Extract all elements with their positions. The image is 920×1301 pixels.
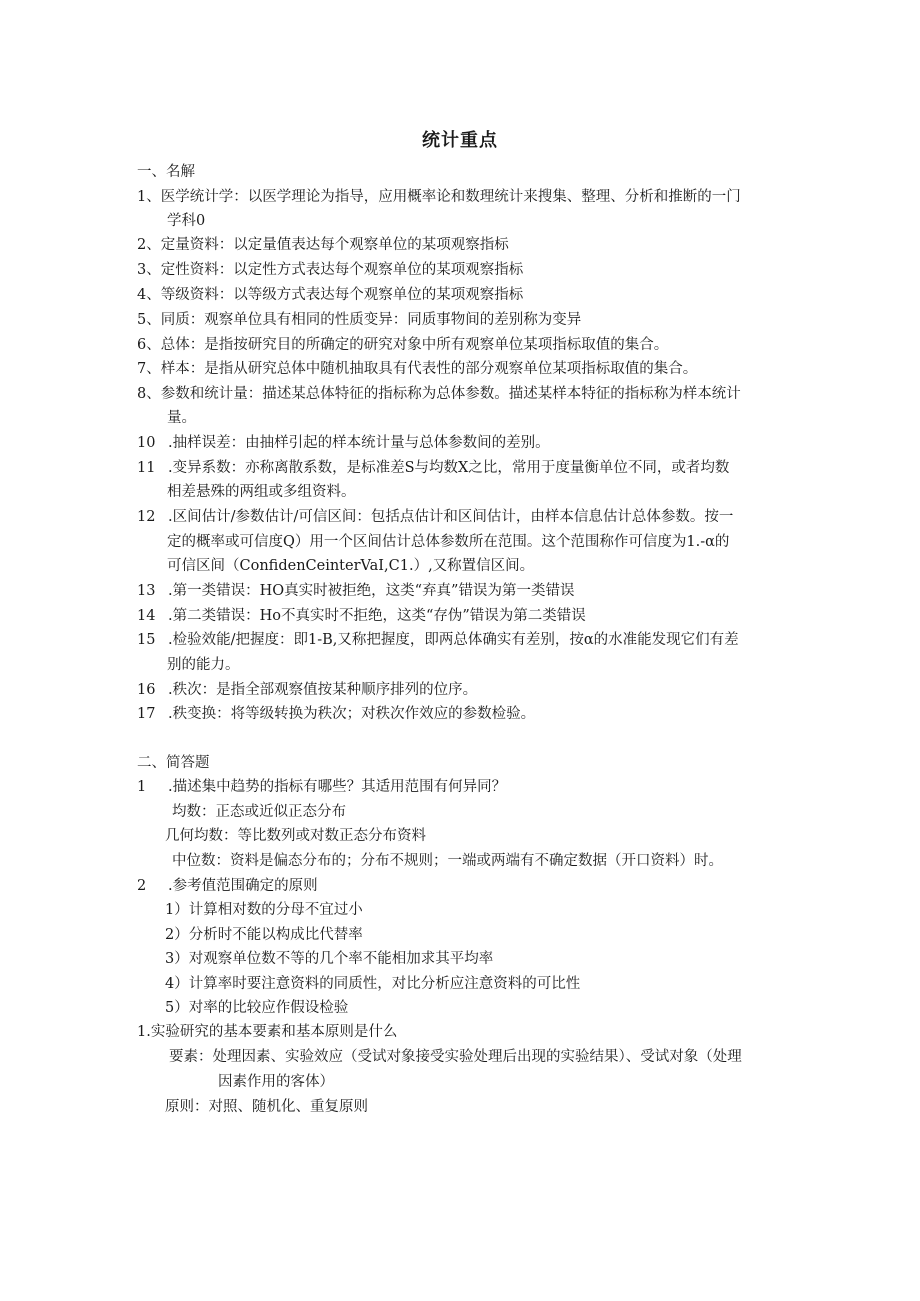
item-number: 13 xyxy=(137,583,156,599)
definition-item-2 xyxy=(137,235,509,255)
definition-item-3 xyxy=(137,260,523,280)
definition-item-4 xyxy=(137,285,523,305)
definition-item-14 xyxy=(137,606,586,626)
answer-line: 2）分析时不能以构成比代替率 xyxy=(165,927,363,943)
question-2 xyxy=(137,876,318,896)
question-number: 2 xyxy=(137,878,147,894)
item-number: 15 xyxy=(137,632,156,648)
answer-line: 中位数：资料是偏态分布的；分布不规则；一端或两端有不确定数据（开口资料）时。 xyxy=(172,853,723,869)
question-text: .描述集中趋势的指标有哪些？其适用范围有何异同？ xyxy=(168,779,507,795)
item-text: .秩变换：将等级转换为秩次；对秩次作效应的参数检验。 xyxy=(168,706,536,722)
item-text: .第一类错误：HO真实时被拒绝，这类“弃真”错误为第一类错误 xyxy=(168,583,575,599)
page-title: 统计重点 xyxy=(422,130,498,151)
definition-item-11-cont: 相差悬殊的两组或多组资料。 xyxy=(167,484,356,500)
item-number: 12 xyxy=(137,509,156,525)
item-text: 医学统计学：以医学理论为指导，应用概率论和数理统计来搜集、整理、分析和推断的一门 xyxy=(160,189,741,205)
item-text: 总体：是指按研究目的所确定的研究对象中所有观察单位某项指标取值的集合。 xyxy=(160,337,669,353)
definition-item-6 xyxy=(137,335,668,355)
section-heading-definitions: 一、名解 xyxy=(137,164,195,180)
section-heading-short-answers: 二、简答题 xyxy=(137,755,210,771)
definition-item-16 xyxy=(137,680,477,700)
answer-line: 原则：对照、随机化、重复原则 xyxy=(165,1099,368,1115)
definition-item-8-cont: 量。 xyxy=(167,410,196,426)
definition-item-15-cont: 别的能力。 xyxy=(167,657,240,673)
item-number: 16 xyxy=(137,682,156,698)
item-text: 样本：是指从研究总体中随机抽取具有代表性的部分观察单位某项指标取值的集合。 xyxy=(160,361,698,377)
item-text: 定量资料：以定量值表达每个观察单位的某项观察指标 xyxy=(160,237,509,253)
item-number: 17 xyxy=(137,706,156,722)
item-text: .秩次：是指全部观察值按某种顺序排列的位序。 xyxy=(168,682,478,698)
definition-item-12 xyxy=(137,507,733,527)
answer-line: 均数：正态或近似正态分布 xyxy=(172,804,346,820)
item-number: 11 xyxy=(137,460,156,476)
definition-item-8 xyxy=(137,384,741,404)
item-number: 5、 xyxy=(137,312,161,328)
definition-item-11 xyxy=(137,458,729,478)
item-text: 参数和统计量：描述某总体特征的指标称为总体参数。描述某样本特征的指标称为样本统计 xyxy=(160,386,741,402)
question-number: 1 xyxy=(137,779,147,795)
item-number: 7、 xyxy=(137,361,161,377)
item-text: .检验效能/把握度：即1-B,又称把握度，即两总体确实有差别，按α的水准能发现它们有差 xyxy=(168,632,739,648)
definition-item-12-cont-2: 可信区间（ConfidenCeinterVaI,C1.）,又称置信区间。 xyxy=(167,558,535,574)
item-text: .抽样误差：由抽样引起的样本统计量与总体参数间的差别。 xyxy=(168,435,550,451)
item-number: 6、 xyxy=(137,337,161,353)
item-text: .变异系数：亦称离散系数，是标准差S与均数X之比，常用于度量衡单位不同，或者均数 xyxy=(168,460,730,476)
definition-item-7 xyxy=(137,359,697,379)
answer-line: 3）对观察单位数不等的几个率不能相加求其平均率 xyxy=(165,951,494,967)
item-text: 同质：观察单位具有相同的性质变异：同质事物间的差别称为变异 xyxy=(160,312,582,328)
definition-item-13 xyxy=(137,581,574,601)
definition-item-15 xyxy=(137,630,739,650)
question-text: .参考值范围确定的原则 xyxy=(168,878,318,894)
item-number: 10 xyxy=(137,435,156,451)
item-text: .第二类错误：Ho不真实时不拒绝，这类“存伪”错误为第二类错误 xyxy=(168,608,586,624)
answer-line: 4）计算率时要注意资料的同质性，对比分析应注意资料的可比性 xyxy=(165,976,581,992)
item-text: .区间估计/参数估计/可信区间：包括点估计和区间估计，由样本信息估计总体参数。按一 xyxy=(168,509,734,525)
definition-item-10 xyxy=(137,433,550,453)
question-1 xyxy=(137,777,506,797)
item-number: 3、 xyxy=(137,262,161,278)
answer-line: 5）对率的比较应作假设检验 xyxy=(165,1000,349,1016)
definition-item-5 xyxy=(137,310,581,330)
answer-line: 几何均数：等比数列或对数正态分布资料 xyxy=(165,828,426,844)
answer-line: 1）计算相对数的分母不宜过小 xyxy=(165,902,363,918)
definition-item-1 xyxy=(137,187,741,207)
answer-line-cont: 因素作用的客体） xyxy=(218,1074,334,1090)
definition-item-17 xyxy=(137,704,535,724)
item-text: 定性资料：以定性方式表达每个观察单位的某项观察指标 xyxy=(160,262,524,278)
answer-line: 要素：处理因素、实验效应（受试对象接受实验处理后出现的实验结果）、受试对象（处理 xyxy=(169,1049,742,1065)
item-number: 4、 xyxy=(137,287,161,303)
item-number: 14 xyxy=(137,608,156,624)
item-text: 等级资料：以等级方式表达每个观察单位的某项观察指标 xyxy=(160,287,524,303)
definition-item-12-cont-1: 定的概率或可信度Q）用一个区间估计总体参数所在范围。这个范围称作可信度为1.-α的 xyxy=(167,534,730,550)
item-number: 2、 xyxy=(137,237,161,253)
item-number: 1、 xyxy=(137,189,161,205)
item-number: 8、 xyxy=(137,386,161,402)
question-3: 1.实验研究的基本要素和基本原则是什么 xyxy=(137,1024,398,1040)
definition-item-1-cont: 学科0 xyxy=(167,213,206,229)
